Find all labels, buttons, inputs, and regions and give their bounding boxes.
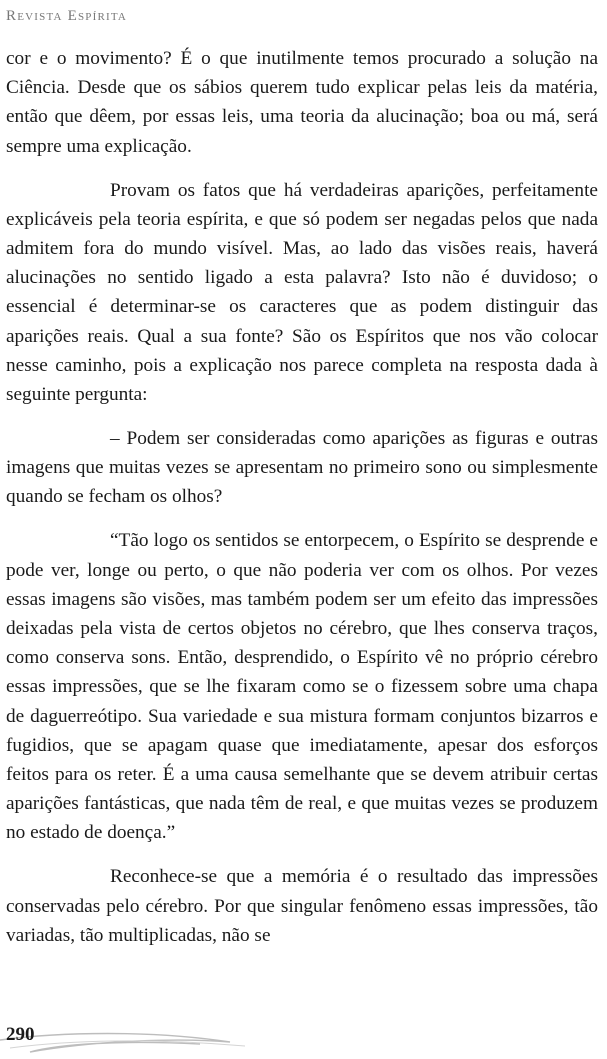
paragraph-question: – Podem ser consideradas como aparições as figuras e outras imagens que muitas vezes se apresentam no primeiro sono ou simplesmente quando se fecham os olhos? [6, 428, 598, 508]
paragraph: Reconhece-se que a memória é o resultado das impressões conservadas pelo cérebro. Por que singular fenômeno essas impressões, tão variadas, tão multiplicadas, não se [6, 866, 598, 946]
page-number: 290 [6, 1024, 35, 1045]
paragraph: Provam os fatos que há verdadeiras aparições, perfeitamente explicáveis pela teoria espírita, e que só podem ser negadas pelos que nada admitem fora do mundo visível. Mas, ao lado das visões reais, haverá alucinações no sentido ligado a esta palavra? Isto não é duvidoso; o essencial é determinar-se os caracteres que as podem distinguir das aparições reais. Qual a sua fonte? São os Espíritos que nos vão colocar nesse caminho, pois a explicação nos parece completa na resposta dada à seguinte pergunta: [6, 179, 598, 406]
paragraph-continuation: cor e o movimento? É o que inutilmente temos procurado a solução na Ciência. Desde que os sábios querem tudo explicar pelas leis da matéria, então que dêem, por essas leis, uma teoria da alucinação; boa ou má, será sempre uma explicação. [6, 48, 598, 157]
footer-swoosh-ornament [0, 1018, 260, 1059]
body-text [6, 44, 598, 950]
running-header: Revista Espírita [6, 8, 128, 24]
paragraph-quoted-answer: “Tão logo os sentidos se entorpecem, o Espírito se desprende e pode ver, longe ou perto, o que não poderia ver com os olhos. Por vezes essas imagens são visões, mas também podem ser um efeito das impressões deixadas pela vista de certos objetos no cérebro, que lhes conserva traços, como conserva sons. Então, desprendido, o Espírito vê no próprio cérebro essas impressões, que se lhe fixaram como se o fizessem sobre uma chapa de daguerreótipo. Sua variedade e sua mistura formam conjuntos bizarros e fugidios, que se apagam quase que imediatamente, apesar dos esforços feitos para os reter. É a uma causa semelhante que se devem atribuir certas aparições fantásticas, que nada têm de real, e que muitas vezes se produzem no estado de doença.” [6, 530, 598, 844]
